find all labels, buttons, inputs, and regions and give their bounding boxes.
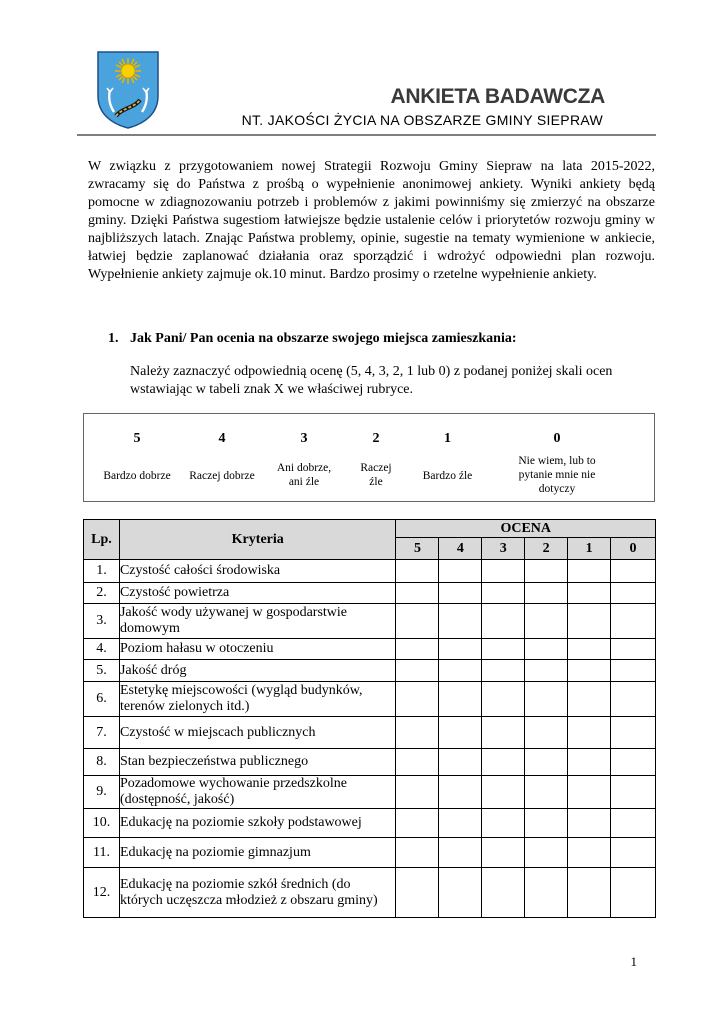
row-number: 3. (84, 604, 120, 639)
rating-cell-5[interactable] (396, 749, 439, 776)
rating-cell-4[interactable] (439, 604, 482, 639)
coat-of-arms-logo (96, 50, 160, 130)
rating-cell-5[interactable] (396, 660, 439, 682)
scale-label: Nie wiem, lub to pytanie mnie nie dotyczy (518, 455, 596, 495)
rating-header: OCENA (396, 520, 656, 538)
rating-cell-5[interactable] (396, 868, 439, 918)
rating-cell-1[interactable] (568, 560, 611, 583)
rating-cell-0[interactable] (611, 749, 656, 776)
scale-value: 0 (553, 431, 561, 446)
rating-cell-4[interactable] (439, 682, 482, 717)
scale-label: Ani dobrze, ani źle (276, 462, 332, 488)
rating-cell-4[interactable] (439, 809, 482, 838)
rating-cell-1[interactable] (568, 583, 611, 604)
rating-cell-1[interactable] (568, 639, 611, 660)
criterion-text: Edukację na poziomie szkoły podstawowej (119, 809, 396, 838)
rating-col-header: 3 (482, 538, 525, 560)
question-1 (108, 331, 517, 347)
rating-cell-4[interactable] (439, 583, 482, 604)
criterion-text: Czystość całości środowiska (119, 560, 396, 583)
scale-value: 2 (372, 431, 380, 446)
table-row (84, 604, 656, 639)
row-number: 10. (84, 809, 120, 838)
criteria-header: Kryteria (119, 520, 396, 560)
rating-cell-5[interactable] (396, 838, 439, 868)
rating-cell-0[interactable] (611, 717, 656, 749)
scale-item (93, 414, 181, 499)
rating-col-header: 5 (396, 538, 439, 560)
rating-cell-3[interactable] (482, 809, 525, 838)
rating-col-header: 2 (525, 538, 568, 560)
scale-value: 1 (444, 431, 451, 446)
survey-title: ANKIETA BADAWCZA (390, 85, 605, 108)
criterion-text: Estetykę miejscowości (wygląd budynków, terenów zielonych itd.) (119, 682, 396, 717)
rating-cell-4[interactable] (439, 560, 482, 583)
criterion-text: Edukację na poziomie gimnazjum (119, 838, 396, 868)
rating-cell-3[interactable] (482, 717, 525, 749)
rating-cell-0[interactable] (611, 838, 656, 868)
rating-cell-4[interactable] (439, 749, 482, 776)
criterion-text: Czystość powietrza (119, 583, 396, 604)
rating-cell-3[interactable] (482, 838, 525, 868)
rating-cell-4[interactable] (439, 660, 482, 682)
rating-cell-2[interactable] (525, 868, 568, 918)
row-number: 4. (84, 639, 120, 660)
rating-cell-3[interactable] (482, 560, 525, 583)
criterion-text: Pozadomowe wychowanie przedszkolne (dostępność, jakość) (119, 776, 396, 809)
question-1-number: 1. (108, 331, 119, 346)
rating-cell-4[interactable] (439, 776, 482, 809)
rating-cell-1[interactable] (568, 868, 611, 918)
rating-cell-3[interactable] (482, 639, 525, 660)
scale-item (498, 414, 616, 499)
row-number: 9. (84, 776, 120, 809)
scale-value: 4 (218, 431, 226, 446)
row-number: 5. (84, 660, 120, 682)
table-row (84, 717, 656, 749)
rating-cell-1[interactable] (568, 776, 611, 809)
survey-subtitle: NT. JAKOŚCI ŻYCIA NA OBSZARZE GMINY SIEPRAW (241, 112, 603, 128)
rating-cell-1[interactable] (568, 838, 611, 868)
table-row (84, 776, 656, 809)
rating-cell-3[interactable] (482, 749, 525, 776)
table-row (84, 749, 656, 776)
rating-cell-5[interactable] (396, 717, 439, 749)
rating-cell-2[interactable] (525, 604, 568, 639)
scale-label: Bardzo źle (422, 470, 473, 482)
rating-col-header: 0 (611, 538, 656, 560)
row-number: 2. (84, 583, 120, 604)
table-row (84, 583, 656, 604)
rating-cell-1[interactable] (568, 809, 611, 838)
rating-cell-1[interactable] (568, 717, 611, 749)
rating-cell-3[interactable] (482, 682, 525, 717)
scale-item (415, 414, 480, 499)
scale-label: Raczej źle (360, 462, 392, 488)
row-number: 6. (84, 682, 120, 717)
table-row (84, 809, 656, 838)
rating-cell-0[interactable] (611, 639, 656, 660)
page-number: 1 (630, 954, 637, 969)
row-number: 8. (84, 749, 120, 776)
table-row (84, 682, 656, 717)
scale-label: Raczej dobrze (189, 470, 255, 482)
rating-cell-1[interactable] (568, 749, 611, 776)
row-number: 11. (84, 838, 120, 868)
rating-cell-5[interactable] (396, 809, 439, 838)
criterion-text: Czystość w miejscach publicznych (119, 717, 396, 749)
criteria-table (83, 519, 656, 918)
rating-cell-3[interactable] (482, 583, 525, 604)
rating-cell-2[interactable] (525, 749, 568, 776)
rating-cell-0[interactable] (611, 660, 656, 682)
rating-cell-1[interactable] (568, 682, 611, 717)
rating-cell-5[interactable] (396, 776, 439, 809)
rating-cell-2[interactable] (525, 660, 568, 682)
rating-cell-4[interactable] (439, 868, 482, 918)
table-row (84, 868, 656, 918)
question-1-instruction: Należy zaznaczyć odpowiednią ocenę (5, 4, 3, 2, 1 lub 0) z podanej poniżej skali ocen wstawiając w tabeli znak X we właściwej rubryce. (130, 364, 613, 397)
rating-cell-0[interactable] (611, 604, 656, 639)
row-number: 12. (84, 868, 120, 918)
rating-cell-1[interactable] (568, 660, 611, 682)
scale-item (346, 414, 406, 499)
criteria-table-body (84, 560, 656, 918)
rating-cell-2[interactable] (525, 717, 568, 749)
rating-cell-3[interactable] (482, 776, 525, 809)
rating-cell-5[interactable] (396, 583, 439, 604)
lp-header: Lp. (84, 520, 120, 560)
rating-cell-0[interactable] (611, 682, 656, 717)
rating-cell-5[interactable] (396, 682, 439, 717)
rating-cell-5[interactable] (396, 560, 439, 583)
question-1-text: Jak Pani/ Pan ocenia na obszarze swojego miejsca zamieszkania: (130, 331, 517, 346)
rating-cell-5[interactable] (396, 604, 439, 639)
row-number: 1. (84, 560, 120, 583)
rating-cell-2[interactable] (525, 838, 568, 868)
scale-label: Bardzo dobrze (103, 470, 171, 482)
rating-cell-0[interactable] (611, 583, 656, 604)
rating-cell-2[interactable] (525, 776, 568, 809)
scale-item (181, 414, 263, 499)
rating-cell-4[interactable] (439, 639, 482, 660)
scale-value: 3 (300, 431, 308, 446)
header-divider (77, 134, 656, 136)
rating-cell-0[interactable] (611, 560, 656, 583)
criterion-text: Poziom hałasu w otoczeniu (119, 639, 396, 660)
scale-item (264, 414, 344, 499)
row-number: 7. (84, 717, 120, 749)
table-row (84, 660, 656, 682)
rating-cell-2[interactable] (525, 583, 568, 604)
criterion-text: Jakość dróg (119, 660, 396, 682)
rating-cell-0[interactable] (611, 809, 656, 838)
table-row (84, 560, 656, 583)
scale-value: 5 (133, 431, 141, 446)
rating-cell-5[interactable] (396, 639, 439, 660)
criterion-text: Jakość wody używanej w gospodarstwie domowym (119, 604, 396, 639)
rating-cell-3[interactable] (482, 660, 525, 682)
rating-cell-2[interactable] (525, 639, 568, 660)
rating-cell-0[interactable] (611, 868, 656, 918)
rating-cell-1[interactable] (568, 604, 611, 639)
rating-col-header: 1 (568, 538, 611, 560)
rating-scale-box (83, 413, 655, 502)
intro-paragraph: W związku z przygotowaniem nowej Strategii Rozwoju Gminy Sieprаw na lata 2015-2022, zwracamy się do Państwa z prośbą o wypełnienie anonimowej ankiety. Wyniki ankiety będą pomocne w zdiagnozowaniu potrzeb i problemów z jakimi powinniśmy się zmierzyć na obszarze gminy. Dzięki Państwa sugestiom łatwiejsze będzie ustalenie celów i priorytetów rozwoju gminy w najbliższych latach. Znając Państwa problemy, opinie, sugestie na tematy wymienione w ankiecie, łatwiej będzie zaplanować działania oraz sporządzić i wdrożyć odpowiedni plan rozwoju. Wypełnienie ankiety zajmuje ok.10 minut. Bardzo prosimy o rzetelne wypełnienie ankiety. (88, 159, 655, 282)
criterion-text: Edukację na poziomie szkół średnich (do których uczęszcza młodzież z obszaru gminy) (119, 868, 396, 918)
rating-cell-3[interactable] (482, 604, 525, 639)
table-row (84, 639, 656, 660)
table-row (84, 838, 656, 868)
rating-cell-0[interactable] (611, 776, 656, 809)
rating-cell-4[interactable] (439, 838, 482, 868)
rating-cell-2[interactable] (525, 560, 568, 583)
rating-cell-4[interactable] (439, 717, 482, 749)
rating-col-header: 4 (439, 538, 482, 560)
rating-cell-2[interactable] (525, 809, 568, 838)
criterion-text: Stan bezpieczeństwa publicznego (119, 749, 396, 776)
rating-cell-3[interactable] (482, 868, 525, 918)
rating-cell-2[interactable] (525, 682, 568, 717)
